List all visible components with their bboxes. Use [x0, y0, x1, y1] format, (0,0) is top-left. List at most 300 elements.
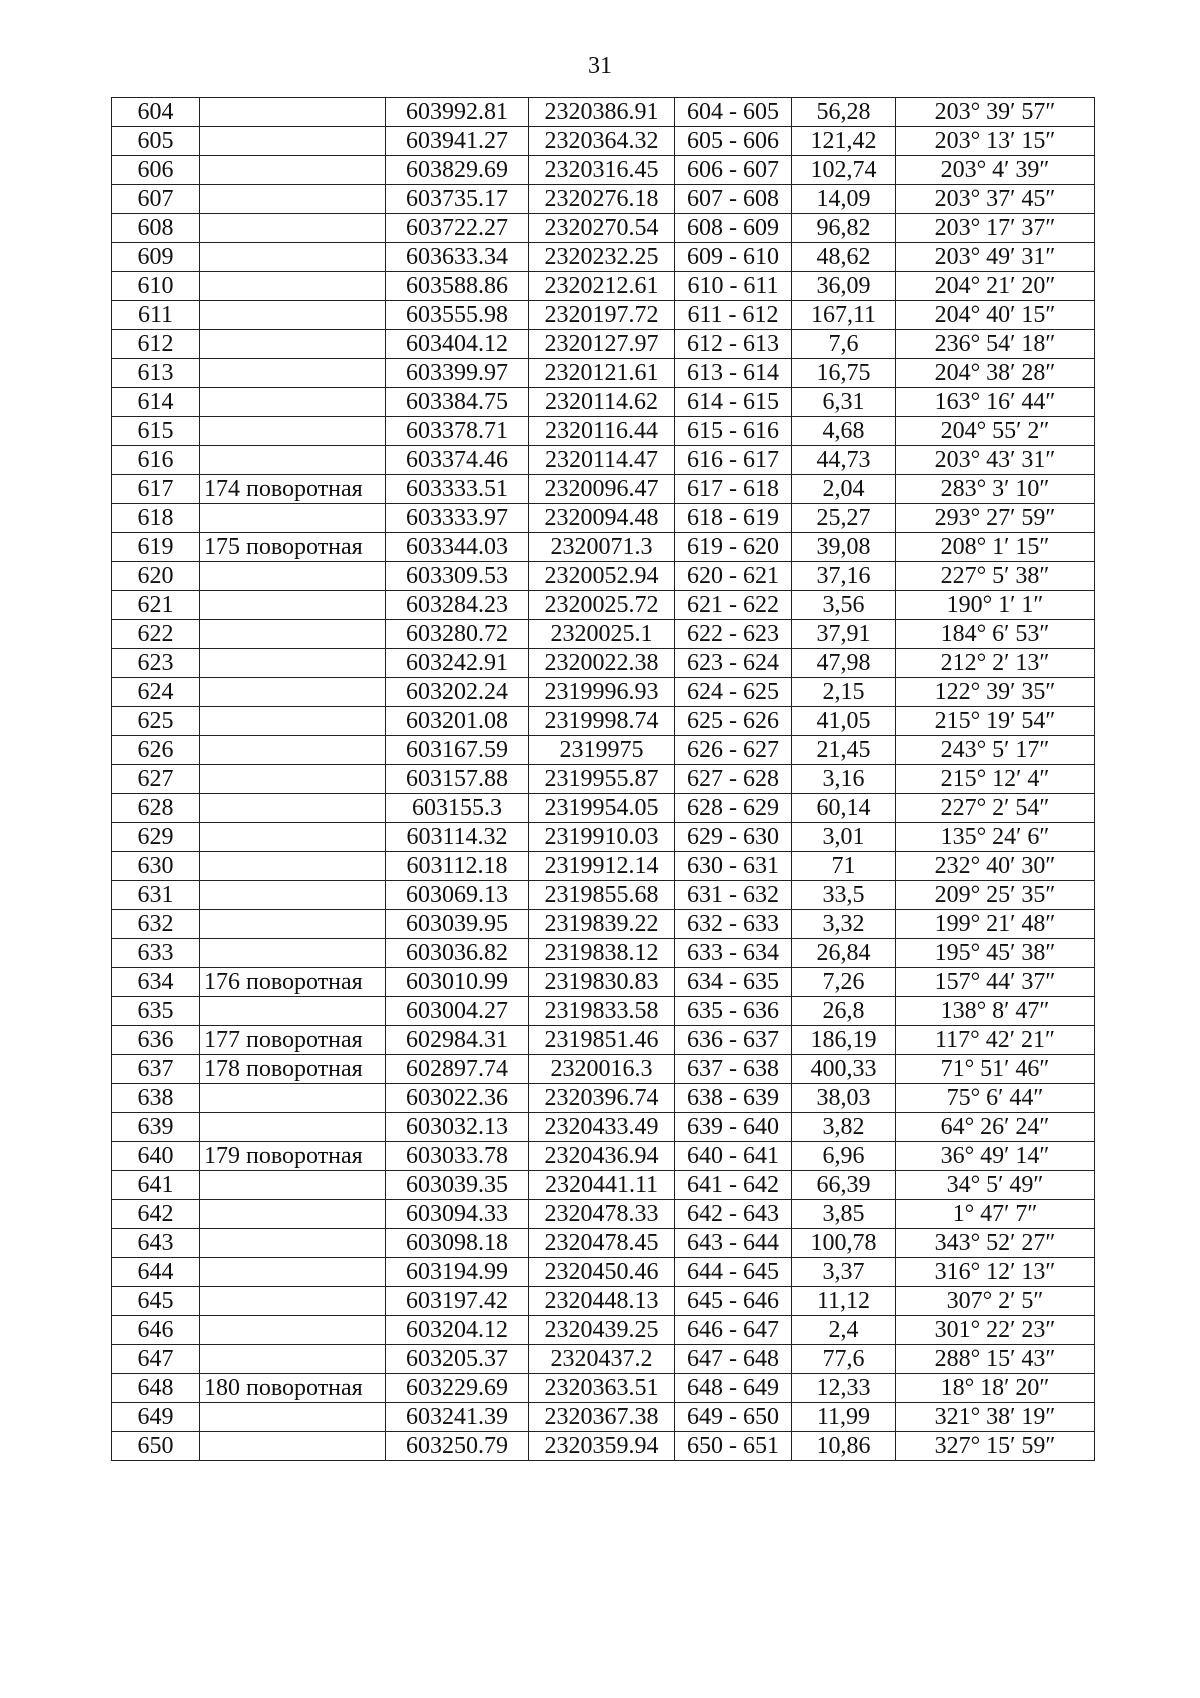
y-coordinate-cell: 2320121.61	[529, 359, 675, 388]
segment-cell: 629 - 630	[675, 823, 792, 852]
y-coordinate-cell: 2320052.94	[529, 562, 675, 591]
length-cell: 37,16	[792, 562, 896, 591]
point-note-cell	[200, 301, 386, 330]
x-coordinate-cell: 603384.75	[386, 388, 529, 417]
x-coordinate-cell: 603241.39	[386, 1403, 529, 1432]
y-coordinate-cell: 2320441.11	[529, 1171, 675, 1200]
point-number-cell: 619	[112, 533, 200, 562]
segment-cell: 631 - 632	[675, 881, 792, 910]
segment-cell: 628 - 629	[675, 794, 792, 823]
y-coordinate-cell: 2320232.25	[529, 243, 675, 272]
x-coordinate-cell: 603010.99	[386, 968, 529, 997]
length-cell: 41,05	[792, 707, 896, 736]
point-number-cell: 628	[112, 794, 200, 823]
point-note-cell	[200, 736, 386, 765]
bearing-cell: 190° 1′ 1″	[896, 591, 1095, 620]
point-note-cell	[200, 504, 386, 533]
length-cell: 121,42	[792, 127, 896, 156]
x-coordinate-cell: 603555.98	[386, 301, 529, 330]
segment-cell: 606 - 607	[675, 156, 792, 185]
point-number-cell: 629	[112, 823, 200, 852]
length-cell: 3,85	[792, 1200, 896, 1229]
bearing-cell: 138° 8′ 47″	[896, 997, 1095, 1026]
table-row	[112, 1055, 1095, 1084]
point-note-cell	[200, 881, 386, 910]
x-coordinate-cell: 603039.95	[386, 910, 529, 939]
table-row	[112, 1026, 1095, 1055]
segment-cell: 620 - 621	[675, 562, 792, 591]
point-note-cell: 177 поворотная	[200, 1026, 386, 1055]
length-cell: 3,82	[792, 1113, 896, 1142]
y-coordinate-cell: 2320316.45	[529, 156, 675, 185]
segment-cell: 633 - 634	[675, 939, 792, 968]
table-row	[112, 359, 1095, 388]
x-coordinate-cell: 603201.08	[386, 707, 529, 736]
table-row	[112, 1345, 1095, 1374]
point-number-cell: 626	[112, 736, 200, 765]
table-row	[112, 1142, 1095, 1171]
length-cell: 37,91	[792, 620, 896, 649]
y-coordinate-cell: 2320276.18	[529, 185, 675, 214]
table-row	[112, 1084, 1095, 1113]
x-coordinate-cell: 603205.37	[386, 1345, 529, 1374]
y-coordinate-cell: 2320025.72	[529, 591, 675, 620]
length-cell: 33,5	[792, 881, 896, 910]
length-cell: 14,09	[792, 185, 896, 214]
x-coordinate-cell: 603022.36	[386, 1084, 529, 1113]
point-number-cell: 624	[112, 678, 200, 707]
segment-cell: 648 - 649	[675, 1374, 792, 1403]
y-coordinate-cell: 2320450.46	[529, 1258, 675, 1287]
segment-cell: 643 - 644	[675, 1229, 792, 1258]
length-cell: 10,86	[792, 1432, 896, 1461]
segment-cell: 637 - 638	[675, 1055, 792, 1084]
point-number-cell: 611	[112, 301, 200, 330]
point-note-cell	[200, 446, 386, 475]
y-coordinate-cell: 2319910.03	[529, 823, 675, 852]
length-cell: 2,4	[792, 1316, 896, 1345]
point-note-cell	[200, 1403, 386, 1432]
point-number-cell: 609	[112, 243, 200, 272]
coordinates-table	[111, 97, 1095, 1461]
length-cell: 3,01	[792, 823, 896, 852]
segment-cell: 626 - 627	[675, 736, 792, 765]
length-cell: 38,03	[792, 1084, 896, 1113]
table-row	[112, 881, 1095, 910]
segment-cell: 625 - 626	[675, 707, 792, 736]
segment-cell: 604 - 605	[675, 98, 792, 127]
point-note-cell: 179 поворотная	[200, 1142, 386, 1171]
table-row	[112, 910, 1095, 939]
x-coordinate-cell: 603004.27	[386, 997, 529, 1026]
bearing-cell: 1° 47′ 7″	[896, 1200, 1095, 1229]
point-note-cell	[200, 359, 386, 388]
length-cell: 26,84	[792, 939, 896, 968]
y-coordinate-cell: 2320478.45	[529, 1229, 675, 1258]
segment-cell: 610 - 611	[675, 272, 792, 301]
segment-cell: 650 - 651	[675, 1432, 792, 1461]
segment-cell: 623 - 624	[675, 649, 792, 678]
segment-cell: 627 - 628	[675, 765, 792, 794]
bearing-cell: 18° 18′ 20″	[896, 1374, 1095, 1403]
segment-cell: 609 - 610	[675, 243, 792, 272]
point-note-cell	[200, 1287, 386, 1316]
point-number-cell: 636	[112, 1026, 200, 1055]
length-cell: 400,33	[792, 1055, 896, 1084]
length-cell: 48,62	[792, 243, 896, 272]
x-coordinate-cell: 603309.53	[386, 562, 529, 591]
point-number-cell: 621	[112, 591, 200, 620]
y-coordinate-cell: 2319855.68	[529, 881, 675, 910]
x-coordinate-cell: 603039.35	[386, 1171, 529, 1200]
segment-cell: 608 - 609	[675, 214, 792, 243]
length-cell: 7,6	[792, 330, 896, 359]
segment-cell: 636 - 637	[675, 1026, 792, 1055]
y-coordinate-cell: 2319839.22	[529, 910, 675, 939]
segment-cell: 615 - 616	[675, 417, 792, 446]
segment-cell: 622 - 623	[675, 620, 792, 649]
table-row	[112, 939, 1095, 968]
length-cell: 44,73	[792, 446, 896, 475]
y-coordinate-cell: 2320436.94	[529, 1142, 675, 1171]
bearing-cell: 203° 39′ 57″	[896, 98, 1095, 127]
bearing-cell: 301° 22′ 23″	[896, 1316, 1095, 1345]
length-cell: 7,26	[792, 968, 896, 997]
segment-cell: 621 - 622	[675, 591, 792, 620]
table-row	[112, 301, 1095, 330]
table-row	[112, 1403, 1095, 1432]
table-row	[112, 678, 1095, 707]
table-row	[112, 1229, 1095, 1258]
point-note-cell	[200, 98, 386, 127]
y-coordinate-cell: 2319838.12	[529, 939, 675, 968]
point-note-cell: 174 поворотная	[200, 475, 386, 504]
length-cell: 56,28	[792, 98, 896, 127]
x-coordinate-cell: 603069.13	[386, 881, 529, 910]
bearing-cell: 288° 15′ 43″	[896, 1345, 1095, 1374]
y-coordinate-cell: 2320478.33	[529, 1200, 675, 1229]
table-row	[112, 1258, 1095, 1287]
point-note-cell	[200, 562, 386, 591]
point-number-cell: 647	[112, 1345, 200, 1374]
y-coordinate-cell: 2320096.47	[529, 475, 675, 504]
bearing-cell: 307° 2′ 5″	[896, 1287, 1095, 1316]
point-number-cell: 615	[112, 417, 200, 446]
point-number-cell: 614	[112, 388, 200, 417]
bearing-cell: 135° 24′ 6″	[896, 823, 1095, 852]
x-coordinate-cell: 603333.97	[386, 504, 529, 533]
table-row	[112, 1432, 1095, 1461]
point-note-cell	[200, 794, 386, 823]
length-cell: 66,39	[792, 1171, 896, 1200]
table-row	[112, 968, 1095, 997]
bearing-cell: 184° 6′ 53″	[896, 620, 1095, 649]
x-coordinate-cell: 603112.18	[386, 852, 529, 881]
y-coordinate-cell: 2320386.91	[529, 98, 675, 127]
point-note-cell	[200, 1316, 386, 1345]
bearing-cell: 283° 3′ 10″	[896, 475, 1095, 504]
length-cell: 2,04	[792, 475, 896, 504]
length-cell: 100,78	[792, 1229, 896, 1258]
table-row	[112, 562, 1095, 591]
point-note-cell	[200, 823, 386, 852]
length-cell: 11,12	[792, 1287, 896, 1316]
bearing-cell: 215° 19′ 54″	[896, 707, 1095, 736]
length-cell: 77,6	[792, 1345, 896, 1374]
point-note-cell: 175 поворотная	[200, 533, 386, 562]
x-coordinate-cell: 603167.59	[386, 736, 529, 765]
bearing-cell: 227° 2′ 54″	[896, 794, 1095, 823]
table-row	[112, 272, 1095, 301]
bearing-cell: 71° 51′ 46″	[896, 1055, 1095, 1084]
point-number-cell: 649	[112, 1403, 200, 1432]
bearing-cell: 321° 38′ 19″	[896, 1403, 1095, 1432]
point-number-cell: 646	[112, 1316, 200, 1345]
point-note-cell	[200, 707, 386, 736]
x-coordinate-cell: 603155.3	[386, 794, 529, 823]
x-coordinate-cell: 603202.24	[386, 678, 529, 707]
bearing-cell: 293° 27′ 59″	[896, 504, 1095, 533]
x-coordinate-cell: 603194.99	[386, 1258, 529, 1287]
point-number-cell: 635	[112, 997, 200, 1026]
table-row	[112, 591, 1095, 620]
point-note-cell	[200, 156, 386, 185]
length-cell: 6,96	[792, 1142, 896, 1171]
x-coordinate-cell: 603242.91	[386, 649, 529, 678]
table-row	[112, 1200, 1095, 1229]
x-coordinate-cell: 603094.33	[386, 1200, 529, 1229]
bearing-cell: 157° 44′ 37″	[896, 968, 1095, 997]
bearing-cell: 163° 16′ 44″	[896, 388, 1095, 417]
segment-cell: 612 - 613	[675, 330, 792, 359]
y-coordinate-cell: 2320270.54	[529, 214, 675, 243]
table-row	[112, 533, 1095, 562]
point-number-cell: 608	[112, 214, 200, 243]
table-row	[112, 1287, 1095, 1316]
length-cell: 36,09	[792, 272, 896, 301]
point-note-cell	[200, 272, 386, 301]
point-note-cell	[200, 1432, 386, 1461]
point-number-cell: 648	[112, 1374, 200, 1403]
segment-cell: 624 - 625	[675, 678, 792, 707]
length-cell: 11,99	[792, 1403, 896, 1432]
segment-cell: 605 - 606	[675, 127, 792, 156]
x-coordinate-cell: 603333.51	[386, 475, 529, 504]
segment-cell: 649 - 650	[675, 1403, 792, 1432]
y-coordinate-cell: 2319954.05	[529, 794, 675, 823]
x-coordinate-cell: 603250.79	[386, 1432, 529, 1461]
point-number-cell: 622	[112, 620, 200, 649]
length-cell: 3,32	[792, 910, 896, 939]
x-coordinate-cell: 602897.74	[386, 1055, 529, 1084]
y-coordinate-cell: 2320197.72	[529, 301, 675, 330]
bearing-cell: 203° 49′ 31″	[896, 243, 1095, 272]
bearing-cell: 316° 12′ 13″	[896, 1258, 1095, 1287]
bearing-cell: 203° 43′ 31″	[896, 446, 1095, 475]
point-number-cell: 606	[112, 156, 200, 185]
point-number-cell: 625	[112, 707, 200, 736]
y-coordinate-cell: 2320363.51	[529, 1374, 675, 1403]
point-note-cell: 180 поворотная	[200, 1374, 386, 1403]
point-note-cell	[200, 649, 386, 678]
table-row	[112, 794, 1095, 823]
point-number-cell: 605	[112, 127, 200, 156]
y-coordinate-cell: 2320448.13	[529, 1287, 675, 1316]
point-note-cell	[200, 852, 386, 881]
segment-cell: 639 - 640	[675, 1113, 792, 1142]
point-number-cell: 642	[112, 1200, 200, 1229]
segment-cell: 635 - 636	[675, 997, 792, 1026]
length-cell: 26,8	[792, 997, 896, 1026]
table-row	[112, 1316, 1095, 1345]
y-coordinate-cell: 2320094.48	[529, 504, 675, 533]
bearing-cell: 243° 5′ 17″	[896, 736, 1095, 765]
length-cell: 25,27	[792, 504, 896, 533]
segment-cell: 645 - 646	[675, 1287, 792, 1316]
bearing-cell: 236° 54′ 18″	[896, 330, 1095, 359]
bearing-cell: 343° 52′ 27″	[896, 1229, 1095, 1258]
bearing-cell: 232° 40′ 30″	[896, 852, 1095, 881]
length-cell: 167,11	[792, 301, 896, 330]
segment-cell: 630 - 631	[675, 852, 792, 881]
bearing-cell: 327° 15′ 59″	[896, 1432, 1095, 1461]
length-cell: 39,08	[792, 533, 896, 562]
y-coordinate-cell: 2320364.32	[529, 127, 675, 156]
bearing-cell: 204° 38′ 28″	[896, 359, 1095, 388]
point-number-cell: 634	[112, 968, 200, 997]
point-note-cell	[200, 997, 386, 1026]
coordinates-table-body	[112, 98, 1095, 1461]
point-number-cell: 645	[112, 1287, 200, 1316]
table-row	[112, 475, 1095, 504]
y-coordinate-cell: 2319830.83	[529, 968, 675, 997]
y-coordinate-cell: 2320114.62	[529, 388, 675, 417]
y-coordinate-cell: 2320212.61	[529, 272, 675, 301]
length-cell: 12,33	[792, 1374, 896, 1403]
segment-cell: 640 - 641	[675, 1142, 792, 1171]
x-coordinate-cell: 603032.13	[386, 1113, 529, 1142]
point-note-cell	[200, 127, 386, 156]
y-coordinate-cell: 2319975	[529, 736, 675, 765]
bearing-cell: 203° 4′ 39″	[896, 156, 1095, 185]
bearing-cell: 208° 1′ 15″	[896, 533, 1095, 562]
table-row	[112, 446, 1095, 475]
table-row	[112, 417, 1095, 446]
y-coordinate-cell: 2319996.93	[529, 678, 675, 707]
point-number-cell: 650	[112, 1432, 200, 1461]
y-coordinate-cell: 2320025.1	[529, 620, 675, 649]
segment-cell: 647 - 648	[675, 1345, 792, 1374]
table-row	[112, 156, 1095, 185]
y-coordinate-cell: 2320016.3	[529, 1055, 675, 1084]
point-note-cell	[200, 417, 386, 446]
bearing-cell: 215° 12′ 4″	[896, 765, 1095, 794]
length-cell: 3,37	[792, 1258, 896, 1287]
point-note-cell	[200, 388, 386, 417]
bearing-cell: 204° 55′ 2″	[896, 417, 1095, 446]
bearing-cell: 203° 37′ 45″	[896, 185, 1095, 214]
table-row	[112, 997, 1095, 1026]
x-coordinate-cell: 603399.97	[386, 359, 529, 388]
point-number-cell: 639	[112, 1113, 200, 1142]
point-note-cell	[200, 1345, 386, 1374]
x-coordinate-cell: 603204.12	[386, 1316, 529, 1345]
bearing-cell: 199° 21′ 48″	[896, 910, 1095, 939]
bearing-cell: 122° 39′ 35″	[896, 678, 1095, 707]
table-row	[112, 98, 1095, 127]
table-row	[112, 127, 1095, 156]
table-row	[112, 1113, 1095, 1142]
y-coordinate-cell: 2320437.2	[529, 1345, 675, 1374]
point-number-cell: 637	[112, 1055, 200, 1084]
y-coordinate-cell: 2319912.14	[529, 852, 675, 881]
table-row	[112, 823, 1095, 852]
point-note-cell	[200, 1084, 386, 1113]
table-row	[112, 185, 1095, 214]
point-note-cell	[200, 765, 386, 794]
x-coordinate-cell: 603197.42	[386, 1287, 529, 1316]
point-note-cell: 176 поворотная	[200, 968, 386, 997]
bearing-cell: 227° 5′ 38″	[896, 562, 1095, 591]
bearing-cell: 203° 17′ 37″	[896, 214, 1095, 243]
segment-cell: 632 - 633	[675, 910, 792, 939]
point-note-cell	[200, 620, 386, 649]
segment-cell: 641 - 642	[675, 1171, 792, 1200]
point-number-cell: 644	[112, 1258, 200, 1287]
length-cell: 71	[792, 852, 896, 881]
point-note-cell	[200, 1113, 386, 1142]
bearing-cell: 64° 26′ 24″	[896, 1113, 1095, 1142]
bearing-cell: 34° 5′ 49″	[896, 1171, 1095, 1200]
point-note-cell	[200, 330, 386, 359]
bearing-cell: 204° 21′ 20″	[896, 272, 1095, 301]
point-number-cell: 630	[112, 852, 200, 881]
point-number-cell: 607	[112, 185, 200, 214]
table-row	[112, 649, 1095, 678]
point-number-cell: 620	[112, 562, 200, 591]
point-number-cell: 633	[112, 939, 200, 968]
length-cell: 3,56	[792, 591, 896, 620]
point-note-cell	[200, 1229, 386, 1258]
x-coordinate-cell: 603284.23	[386, 591, 529, 620]
bearing-cell: 36° 49′ 14″	[896, 1142, 1095, 1171]
y-coordinate-cell: 2320116.44	[529, 417, 675, 446]
point-number-cell: 638	[112, 1084, 200, 1113]
x-coordinate-cell: 603992.81	[386, 98, 529, 127]
table-row	[112, 620, 1095, 649]
y-coordinate-cell: 2320022.38	[529, 649, 675, 678]
point-note-cell	[200, 1200, 386, 1229]
y-coordinate-cell: 2319851.46	[529, 1026, 675, 1055]
x-coordinate-cell: 603280.72	[386, 620, 529, 649]
length-cell: 21,45	[792, 736, 896, 765]
y-coordinate-cell: 2320367.38	[529, 1403, 675, 1432]
x-coordinate-cell: 603378.71	[386, 417, 529, 446]
x-coordinate-cell: 603033.78	[386, 1142, 529, 1171]
table-row	[112, 707, 1095, 736]
x-coordinate-cell: 603098.18	[386, 1229, 529, 1258]
point-note-cell	[200, 185, 386, 214]
point-note-cell	[200, 910, 386, 939]
bearing-cell: 204° 40′ 15″	[896, 301, 1095, 330]
segment-cell: 634 - 635	[675, 968, 792, 997]
point-number-cell: 613	[112, 359, 200, 388]
bearing-cell: 117° 42′ 21″	[896, 1026, 1095, 1055]
page-number: 31	[588, 53, 612, 79]
x-coordinate-cell: 603829.69	[386, 156, 529, 185]
x-coordinate-cell: 603588.86	[386, 272, 529, 301]
x-coordinate-cell: 603374.46	[386, 446, 529, 475]
